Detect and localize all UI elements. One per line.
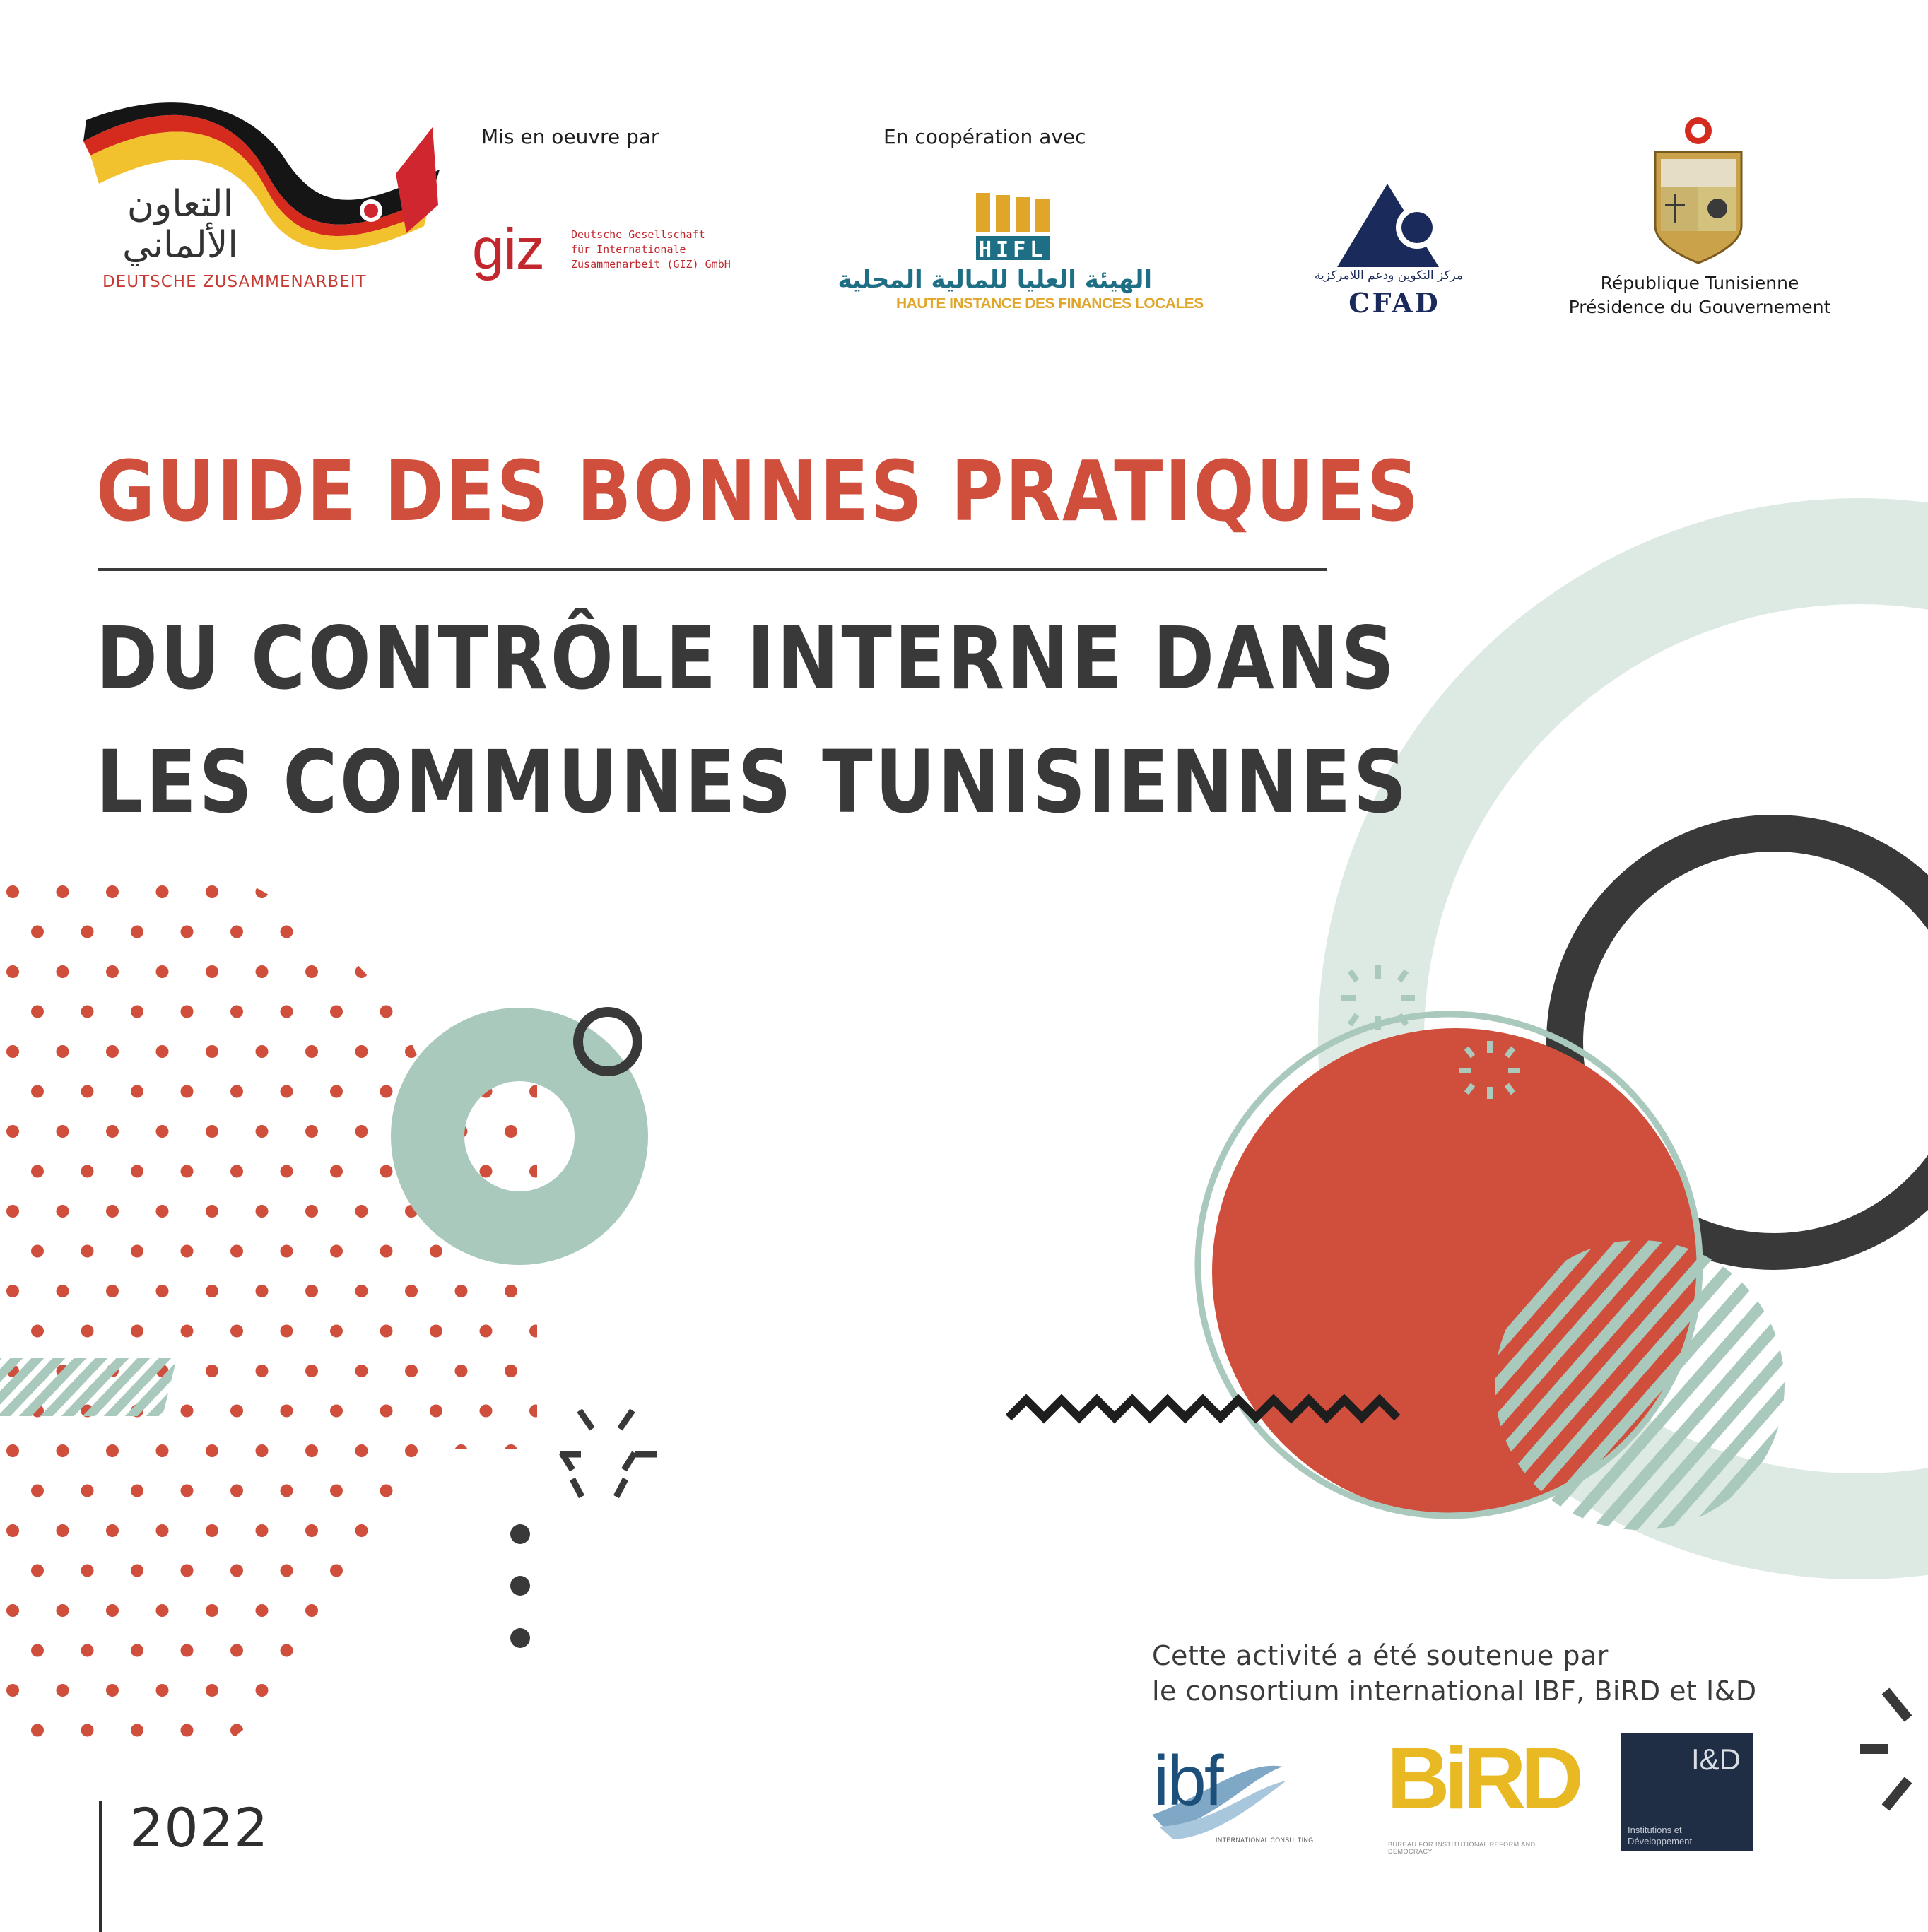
red-dot: [281, 1405, 293, 1418]
red-dot: [156, 965, 169, 978]
red-dot: [81, 926, 94, 938]
stripe-line: [191, 1353, 254, 1420]
ibf-caption: INTERNATIONAL CONSULTING: [1216, 1837, 1314, 1844]
red-dot: [305, 965, 318, 978]
red-dot: [230, 1085, 243, 1098]
red-dot: [305, 1365, 318, 1377]
red-dot: [555, 1365, 568, 1377]
red-dot: [380, 1565, 393, 1577]
tunisia-coat-of-arms: [1655, 117, 1741, 263]
hifl-french: HAUTE INSTANCE DES FINANCES LOCALES: [896, 295, 1204, 312]
red-dot: [480, 926, 493, 938]
red-dot: [106, 1524, 119, 1537]
red-dot: [256, 1524, 269, 1537]
support-statement: [1152, 1638, 1757, 1709]
title-main: GUIDE DES BONNES PRATIQUES: [96, 442, 1421, 540]
hifl-logo: [837, 192, 1204, 319]
german-cooperation-logo: [81, 184, 378, 291]
red-dot: [6, 1125, 19, 1138]
red-dot: [455, 1684, 468, 1697]
red-dot: [405, 1045, 418, 1058]
red-dot: [580, 1644, 592, 1657]
red-dot: [380, 1485, 393, 1497]
red-dot: [455, 885, 468, 898]
red-dot: [256, 1205, 269, 1218]
red-dot: [6, 1524, 19, 1537]
id-caption: Institutions et Développement: [1628, 1825, 1693, 1846]
dz-arabic-line2: الألماني: [122, 224, 238, 266]
red-dot: [156, 1285, 169, 1297]
hifl-arabic: الهيئة العليا للمالية المحلية: [837, 266, 1152, 294]
red-dot: [206, 965, 218, 978]
publication-year: 2022: [129, 1796, 269, 1859]
bird-logo: [1385, 1730, 1579, 1869]
red-dot: [330, 926, 343, 938]
red-dot: [31, 1485, 44, 1497]
sparkle-dark: [560, 1410, 657, 1497]
red-dot: [430, 1724, 442, 1737]
red-dot: [330, 1325, 343, 1338]
red-dot: [181, 1006, 194, 1018]
red-dot: [81, 1085, 94, 1098]
red-dot: [81, 1245, 94, 1258]
cfad-logo-mark: [1337, 184, 1439, 267]
red-dot: [31, 1724, 44, 1737]
red-dot: [230, 1485, 243, 1497]
giz-logo: [472, 217, 755, 291]
red-dot: [480, 1405, 493, 1418]
red-dot: [230, 1644, 243, 1657]
red-dot: [355, 1365, 368, 1377]
red-dot: [106, 1444, 119, 1457]
red-dot: [305, 1125, 318, 1138]
red-dot: [380, 1325, 393, 1338]
title-sub-line2: LES COMMUNES TUNISIENNES: [96, 732, 1409, 832]
red-dot: [181, 1724, 194, 1737]
red-dot: [430, 1245, 442, 1258]
red-dot: [106, 965, 119, 978]
red-dot: [529, 1644, 542, 1657]
red-dot: [57, 1684, 69, 1697]
red-dot: [106, 1604, 119, 1617]
red-dot: [355, 1604, 368, 1617]
red-dot: [131, 1644, 143, 1657]
red-dot: [6, 1444, 19, 1457]
red-dot: [131, 1485, 143, 1497]
hifl-letters: HIFL: [979, 237, 1047, 262]
red-dot: [355, 1045, 368, 1058]
red-dot: [580, 1325, 592, 1338]
red-dot: [181, 1644, 194, 1657]
implemented-by-label: Mis en oeuvre par: [481, 125, 659, 148]
stripe-line: [170, 1353, 233, 1420]
red-dot: [31, 926, 44, 938]
red-dot: [355, 1444, 368, 1457]
red-dot: [57, 965, 69, 978]
republic-line1: République Tunisienne: [1600, 273, 1799, 293]
red-dot: [230, 1165, 243, 1178]
red-dot: [281, 926, 293, 938]
red-dot: [57, 1444, 69, 1457]
red-dot: [81, 1644, 94, 1657]
red-dot: [230, 1565, 243, 1577]
red-dot: [330, 1085, 343, 1098]
red-dot: [6, 965, 19, 978]
red-dot: [281, 1644, 293, 1657]
dz-arabic-line1: التعاون: [127, 183, 234, 225]
red-dot: [131, 1724, 143, 1737]
red-dot: [131, 1006, 143, 1018]
red-dot: [281, 1006, 293, 1018]
red-dot: [330, 1006, 343, 1018]
red-dot: [405, 1285, 418, 1297]
red-dot: [330, 1485, 343, 1497]
red-dot: [281, 1245, 293, 1258]
red-dot: [505, 1365, 517, 1377]
red-dot: [529, 1405, 542, 1418]
cfad-logo: [1314, 269, 1463, 325]
red-dot: [131, 1165, 143, 1178]
red-dot: [555, 1524, 568, 1537]
red-dot: [480, 1565, 493, 1577]
red-dot: [281, 1485, 293, 1497]
red-dot: [256, 1684, 269, 1697]
red-dot: [480, 1325, 493, 1338]
red-dot: [6, 1604, 19, 1617]
red-dot: [355, 1125, 368, 1138]
red-dot: [305, 1285, 318, 1297]
red-dot: [555, 1125, 568, 1138]
red-dot: [106, 885, 119, 898]
red-dot: [31, 1325, 44, 1338]
red-dot: [355, 965, 368, 978]
red-dot: [31, 1565, 44, 1577]
red-dot: [380, 1405, 393, 1418]
red-dot: [505, 885, 517, 898]
red-dot: [206, 1205, 218, 1218]
red-dot: [430, 1565, 442, 1577]
red-dot: [131, 1245, 143, 1258]
red-dot: [405, 965, 418, 978]
red-dot: [181, 1165, 194, 1178]
red-dot: [256, 885, 269, 898]
red-dot: [405, 1524, 418, 1537]
red-dot: [81, 1724, 94, 1737]
red-dot: [330, 1565, 343, 1577]
red-dot: [57, 1604, 69, 1617]
red-dot: [455, 1444, 468, 1457]
red-dot: [430, 1405, 442, 1418]
red-dot: [580, 1565, 592, 1577]
red-dot: [305, 1444, 318, 1457]
red-dot: [455, 965, 468, 978]
red-dot: [206, 1285, 218, 1297]
red-dot: [6, 1045, 19, 1058]
cfad-arabic: مركز التكوين ودعم اللامركزية: [1314, 269, 1463, 283]
red-dot: [355, 1205, 368, 1218]
red-dot: [156, 1684, 169, 1697]
dot-column: [510, 1524, 530, 1648]
red-dot: [181, 1325, 194, 1338]
giz-description: Deutsche Gesellschaft für Internationale Zusammenarbeit (GIZ) GmbH: [571, 228, 731, 271]
red-dot: [405, 1444, 418, 1457]
red-dot: [31, 1165, 44, 1178]
red-dot: [81, 1325, 94, 1338]
red-dot: [256, 1365, 269, 1377]
red-dot: [505, 1125, 517, 1138]
red-dot: [380, 1724, 393, 1737]
red-dot: [81, 1485, 94, 1497]
red-dot: [206, 1365, 218, 1377]
red-dot: [256, 1125, 269, 1138]
title-sub-line1: DU CONTRÔLE INTERNE DANS: [96, 608, 1397, 709]
support-line2: le consortium international IBF, BiRD et I&D: [1152, 1675, 1757, 1707]
red-dot: [480, 1724, 493, 1737]
red-dot: [380, 1245, 393, 1258]
red-dot: [455, 1285, 468, 1297]
red-dot: [31, 1245, 44, 1258]
sparkle-dark-right: [1860, 1691, 1908, 1808]
red-dot: [281, 1325, 293, 1338]
id-wordmark: I&D: [1691, 1743, 1741, 1776]
red-dot: [31, 1644, 44, 1657]
red-dot: [529, 1724, 542, 1737]
red-dot: [31, 1006, 44, 1018]
red-dot: [206, 1444, 218, 1457]
bird-caption: BUREAU FOR INSTITUTIONAL REFORM AND DEMOCRACY: [1388, 1841, 1536, 1855]
red-dot: [81, 1006, 94, 1018]
red-dot: [305, 1604, 318, 1617]
red-dot: [230, 1405, 243, 1418]
red-dot: [555, 1684, 568, 1697]
red-dot: [330, 1724, 343, 1737]
red-dot: [355, 1285, 368, 1297]
red-dot: [555, 885, 568, 898]
red-dot: [106, 1205, 119, 1218]
red-dot: [206, 1524, 218, 1537]
red-dot: [230, 926, 243, 938]
red-dot: [430, 1006, 442, 1018]
giz-wordmark: giz: [472, 217, 544, 281]
support-line1: Cette activité a été soutenue par: [1152, 1640, 1609, 1671]
red-dot: [529, 1325, 542, 1338]
red-dot: [57, 1524, 69, 1537]
red-dot: [480, 1485, 493, 1497]
red-dot: [330, 1644, 343, 1657]
red-dot: [230, 1006, 243, 1018]
red-dot: [505, 1604, 517, 1617]
cooperation-label: En coopération avec: [883, 125, 1086, 148]
red-dot: [355, 885, 368, 898]
red-dot: [57, 1205, 69, 1218]
red-dot: [529, 926, 542, 938]
red-dot: [6, 1285, 19, 1297]
republic-line2: Présidence du Gouvernement: [1568, 297, 1831, 317]
red-dot: [505, 1684, 517, 1697]
red-dot: [206, 1604, 218, 1617]
red-dot: [106, 1684, 119, 1697]
red-dot: [405, 885, 418, 898]
red-dot: [580, 926, 592, 938]
red-dot: [206, 1684, 218, 1697]
red-dot: [555, 1285, 568, 1297]
red-dot: [330, 1405, 343, 1418]
red-dot: [131, 1085, 143, 1098]
red-dot: [430, 1485, 442, 1497]
dz-caption: DEUTSCHE ZUSAMMENARBEIT: [102, 273, 367, 291]
ibf-logo: [1152, 1741, 1314, 1859]
red-dot: [430, 1644, 442, 1657]
red-dot: [6, 885, 19, 898]
red-dot: [181, 926, 194, 938]
red-dot: [156, 1205, 169, 1218]
red-dot: [256, 1604, 269, 1617]
red-dot: [529, 1565, 542, 1577]
red-dot: [230, 1724, 243, 1737]
red-dot: [430, 926, 442, 938]
red-dot: [330, 1165, 343, 1178]
stripe-line: [212, 1353, 276, 1420]
red-dot: [281, 1165, 293, 1178]
red-dot: [156, 1045, 169, 1058]
red-dot: [529, 1165, 542, 1178]
red-dot: [529, 1085, 542, 1098]
red-dot: [181, 1565, 194, 1577]
red-dot: [81, 1165, 94, 1178]
red-dot: [430, 1325, 442, 1338]
red-dot: [405, 1604, 418, 1617]
red-dot: [256, 965, 269, 978]
red-dot: [206, 1045, 218, 1058]
red-dot: [555, 965, 568, 978]
red-dot: [256, 1045, 269, 1058]
red-dot: [281, 1565, 293, 1577]
red-dot: [380, 1085, 393, 1098]
red-dot: [181, 1245, 194, 1258]
red-dot: [281, 1085, 293, 1098]
red-dot: [81, 1565, 94, 1577]
red-dot: [480, 1644, 493, 1657]
red-dot: [156, 1444, 169, 1457]
red-dot: [206, 1125, 218, 1138]
red-dot: [106, 1125, 119, 1138]
red-dot: [230, 1325, 243, 1338]
red-dot: [455, 1604, 468, 1617]
red-dot: [156, 1604, 169, 1617]
red-dot: [355, 1524, 368, 1537]
red-dot: [505, 965, 517, 978]
red-dot: [57, 1045, 69, 1058]
republic-label: [1555, 271, 1845, 319]
red-dot: [181, 1405, 194, 1418]
id-logo: [1621, 1733, 1753, 1851]
red-dot: [305, 1205, 318, 1218]
red-dot: [380, 1644, 393, 1657]
red-dot: [305, 1524, 318, 1537]
red-dot: [230, 1245, 243, 1258]
red-dot: [580, 1724, 592, 1737]
red-dot: [181, 1085, 194, 1098]
red-dot: [405, 1365, 418, 1377]
red-dot: [505, 1285, 517, 1297]
red-dot: [131, 1325, 143, 1338]
red-dot: [156, 885, 169, 898]
red-dot: [57, 1125, 69, 1138]
red-dot: [355, 1684, 368, 1697]
red-dot: [57, 1285, 69, 1297]
red-dot: [156, 1125, 169, 1138]
red-dot: [555, 1604, 568, 1617]
red-dot: [156, 1524, 169, 1537]
red-dot: [6, 1684, 19, 1697]
red-dot: [206, 885, 218, 898]
red-dot: [31, 1085, 44, 1098]
red-dot: [305, 1045, 318, 1058]
red-dot: [380, 1165, 393, 1178]
red-dot: [106, 1045, 119, 1058]
red-dot: [6, 1205, 19, 1218]
red-dot: [106, 1285, 119, 1297]
red-dot: [455, 1365, 468, 1377]
red-dot: [330, 1245, 343, 1258]
cfad-name: CFAD: [1348, 287, 1440, 319]
red-dot: [281, 1724, 293, 1737]
red-dot: [505, 1444, 517, 1457]
red-dot: [380, 1006, 393, 1018]
red-dot: [305, 1684, 318, 1697]
bird-wordmark: BiRD: [1387, 1730, 1579, 1827]
red-dot: [181, 1485, 194, 1497]
red-dot: [305, 885, 318, 898]
red-dot: [57, 885, 69, 898]
red-dot: [131, 1565, 143, 1577]
mint-donut-shape: [428, 1044, 611, 1228]
red-dot: [380, 926, 393, 938]
red-dot: [256, 1444, 269, 1457]
red-dot: [529, 1485, 542, 1497]
red-dot: [256, 1285, 269, 1297]
ibf-wordmark: ibf: [1153, 1741, 1222, 1820]
title-divider: [98, 568, 1327, 571]
red-dot: [480, 1165, 493, 1178]
red-dot: [131, 926, 143, 938]
red-dot: [405, 1684, 418, 1697]
red-dot: [455, 1524, 468, 1537]
